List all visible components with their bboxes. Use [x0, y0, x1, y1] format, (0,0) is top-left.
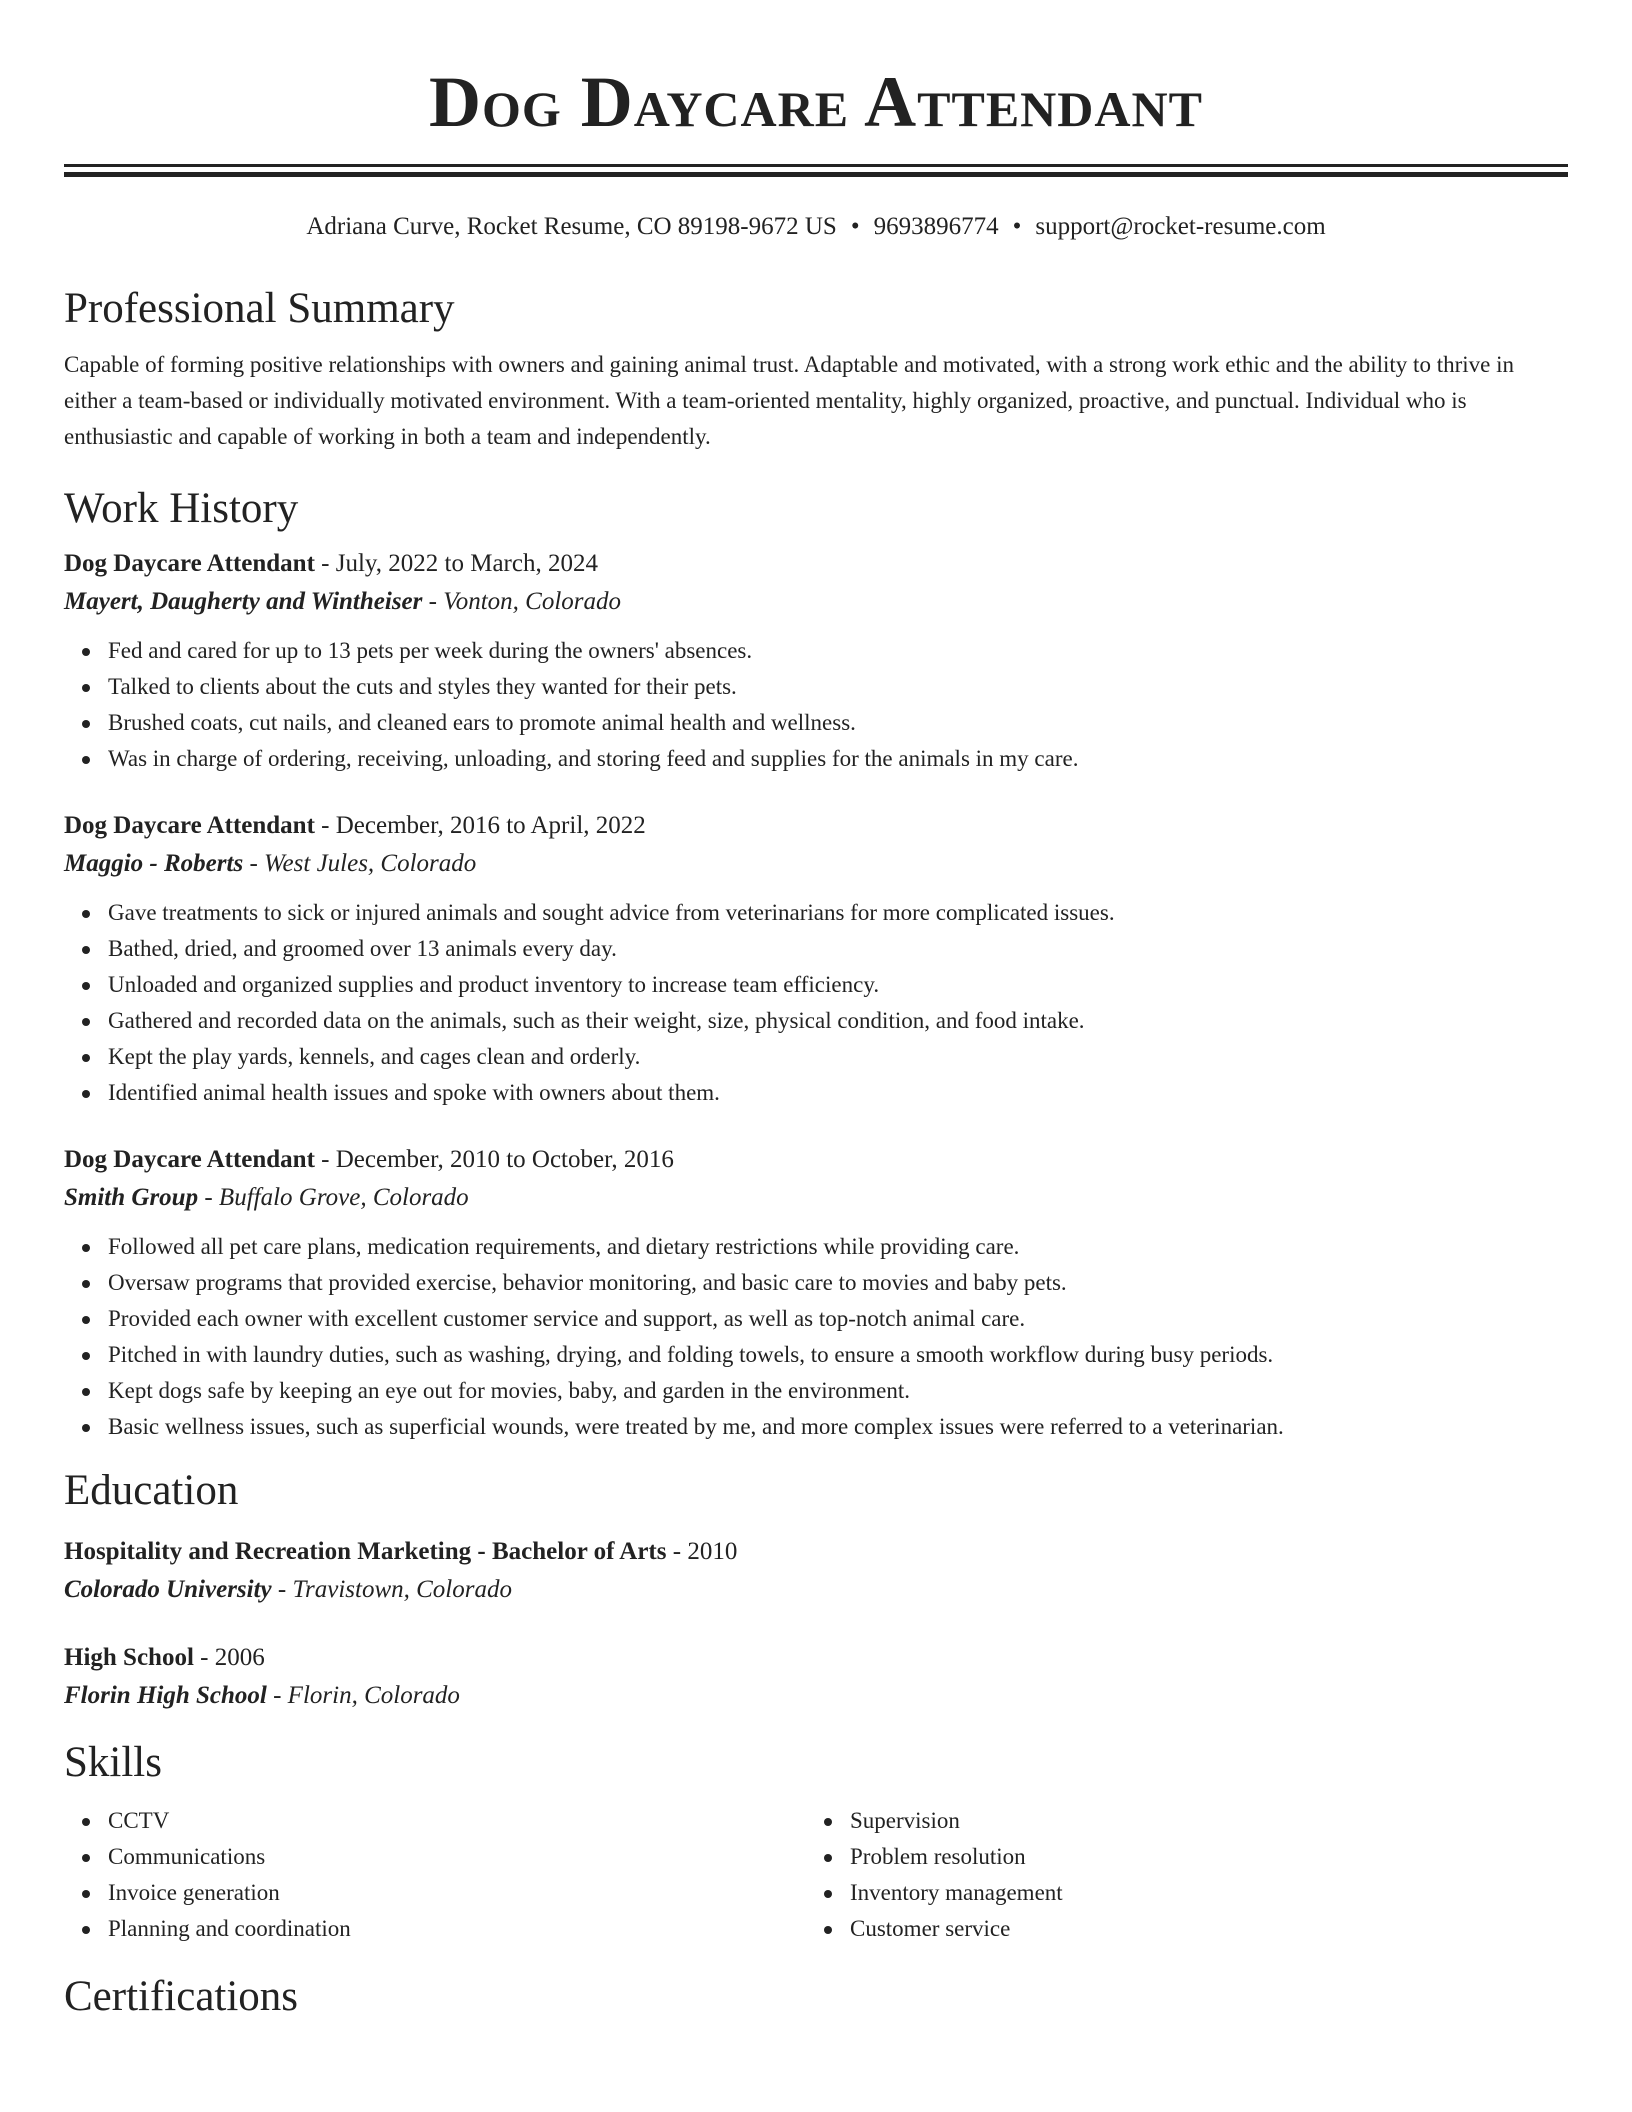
job-entry: [64, 1141, 1568, 1445]
skills-list: [64, 1803, 806, 1947]
education-entry: [64, 1533, 1568, 1609]
job-duty: Gave treatments to sick or injured animals and sought advice from veterinarians for more complicated issues.: [108, 895, 1568, 931]
job-header: [64, 1141, 1568, 1179]
job-duty: Kept dogs safe by keeping an eye out for movies, baby, and garden in the environment.: [108, 1373, 1568, 1409]
education-year: - 2010: [666, 1538, 738, 1565]
education-school: Florin High School: [64, 1682, 267, 1709]
education-heading: Education: [64, 1467, 239, 1514]
job-duty: Was in charge of ordering, receiving, unloading, and storing feed and supplies for the animals in my care.: [108, 741, 1568, 777]
job-duty: Kept the play yards, kennels, and cages clean and orderly.: [108, 1039, 1568, 1075]
job-company: Smith Group: [64, 1184, 199, 1211]
summary-heading: Professional Summary: [64, 285, 455, 332]
job-duty: Gathered and recorded data on the animals, such as their weight, size, physical condition, and food intake.: [108, 1003, 1568, 1039]
job-duty: Brushed coats, cut nails, and cleaned ears to promote animal health and wellness.: [108, 705, 1568, 741]
certifications-heading: Certifications: [64, 1973, 299, 2020]
job-duty: Provided each owner with excellent customer service and support, as well as top-notch animal care.: [108, 1301, 1568, 1337]
job-duty: Basic wellness issues, such as superficial wounds, were treated by me, and more complex issues were referred to a veterinarian.: [108, 1409, 1568, 1445]
skills-grid: [64, 1803, 1568, 1947]
education-school-line: [64, 1677, 1568, 1715]
skills-column-right: [806, 1803, 1548, 1947]
job-employer: [64, 583, 1568, 621]
education-degree-line: [64, 1533, 1568, 1571]
contact-email: support@rocket-resume.com: [1035, 213, 1326, 240]
contact-phone: 9693896774: [873, 213, 999, 240]
job-entry: [64, 545, 1568, 777]
job-duties: [64, 895, 1568, 1111]
job-duty: Bathed, dried, and groomed over 13 animals every day.: [108, 931, 1568, 967]
skill-item: CCTV: [108, 1803, 806, 1839]
job-company: Maggio - Roberts: [64, 850, 244, 877]
job-duties: [64, 1229, 1568, 1445]
job-duty: Followed all pet care plans, medication requirements, and dietary restrictions while providing care.: [108, 1229, 1568, 1265]
education-degree: Hospitality and Recreation Marketing - Bachelor of Arts: [64, 1538, 667, 1565]
resume-title: Dog Daycare Attendant: [429, 62, 1203, 142]
job-dates: - December, 2016 to April, 2022: [314, 812, 646, 839]
job-duty: Talked to clients about the cuts and styles they wanted for their pets.: [108, 669, 1568, 705]
contact-separator: •: [1012, 213, 1022, 240]
skill-item: Invoice generation: [108, 1875, 806, 1911]
job-entry: [64, 807, 1568, 1111]
skill-item: Communications: [108, 1839, 806, 1875]
job-duty: Unloaded and organized supplies and product inventory to increase team efficiency.: [108, 967, 1568, 1003]
skills-list: [806, 1803, 1548, 1947]
education-degree: High School: [64, 1644, 194, 1671]
job-title: Dog Daycare Attendant: [64, 1146, 315, 1173]
job-location: - Buffalo Grove, Colorado: [198, 1184, 469, 1211]
job-header: [64, 545, 1568, 583]
title-divider-thin: [64, 164, 1568, 167]
job-duty: Identified animal health issues and spoke with owners about them.: [108, 1075, 1568, 1111]
education-school: Colorado University: [64, 1576, 272, 1603]
job-location: - Vonton, Colorado: [422, 588, 621, 615]
job-company: Mayert, Daugherty and Wintheiser: [64, 588, 423, 615]
job-title: Dog Daycare Attendant: [64, 812, 315, 839]
resume-page: [64, 0, 1568, 2023]
skill-item: Planning and coordination: [108, 1911, 806, 1947]
job-dates: - December, 2010 to October, 2016: [314, 1146, 674, 1173]
job-title: Dog Daycare Attendant: [64, 550, 315, 577]
job-location: - West Jules, Colorado: [243, 850, 477, 877]
education-year: - 2006: [193, 1644, 265, 1671]
job-duties: [64, 633, 1568, 777]
skill-item: Supervision: [850, 1803, 1548, 1839]
skill-item: Customer service: [850, 1911, 1548, 1947]
title-divider-thick: [64, 172, 1568, 177]
education-location: - Travistown, Colorado: [271, 1576, 512, 1603]
contact-separator: •: [850, 213, 860, 240]
job-header: [64, 807, 1568, 845]
job-duty: Oversaw programs that provided exercise, behavior monitoring, and basic care to movies and baby pets.: [108, 1265, 1568, 1301]
work-history-heading: Work History: [64, 485, 299, 532]
skill-item: Inventory management: [850, 1875, 1548, 1911]
education-school-line: [64, 1571, 1568, 1609]
education-degree-line: [64, 1639, 1568, 1677]
contact-line: [64, 211, 1568, 243]
contact-address: Adriana Curve, Rocket Resume, CO 89198-9672 US: [306, 213, 837, 240]
skill-item: Problem resolution: [850, 1839, 1548, 1875]
job-duty: Pitched in with laundry duties, such as washing, drying, and folding towels, to ensure a smooth workflow during busy periods.: [108, 1337, 1568, 1373]
job-employer: [64, 845, 1568, 883]
education-location: - Florin, Colorado: [266, 1682, 460, 1709]
summary-text: Capable of forming positive relationships with owners and gaining animal trust. Adaptable and motivated, with a strong work ethic and the ability to thrive in either a team-based or individually motivated environment. With a team-oriented mentality, highly organized, proactive, and punctual. Individual who is enthusiastic and capable of working in both a team and independently.: [64, 352, 1514, 449]
education-entry: [64, 1639, 1568, 1715]
job-dates: - July, 2022 to March, 2024: [314, 550, 598, 577]
job-employer: [64, 1179, 1568, 1217]
job-duty: Fed and cared for up to 13 pets per week during the owners' absences.: [108, 633, 1568, 669]
skills-column-left: [64, 1803, 806, 1947]
skills-heading: Skills: [64, 1739, 162, 1786]
